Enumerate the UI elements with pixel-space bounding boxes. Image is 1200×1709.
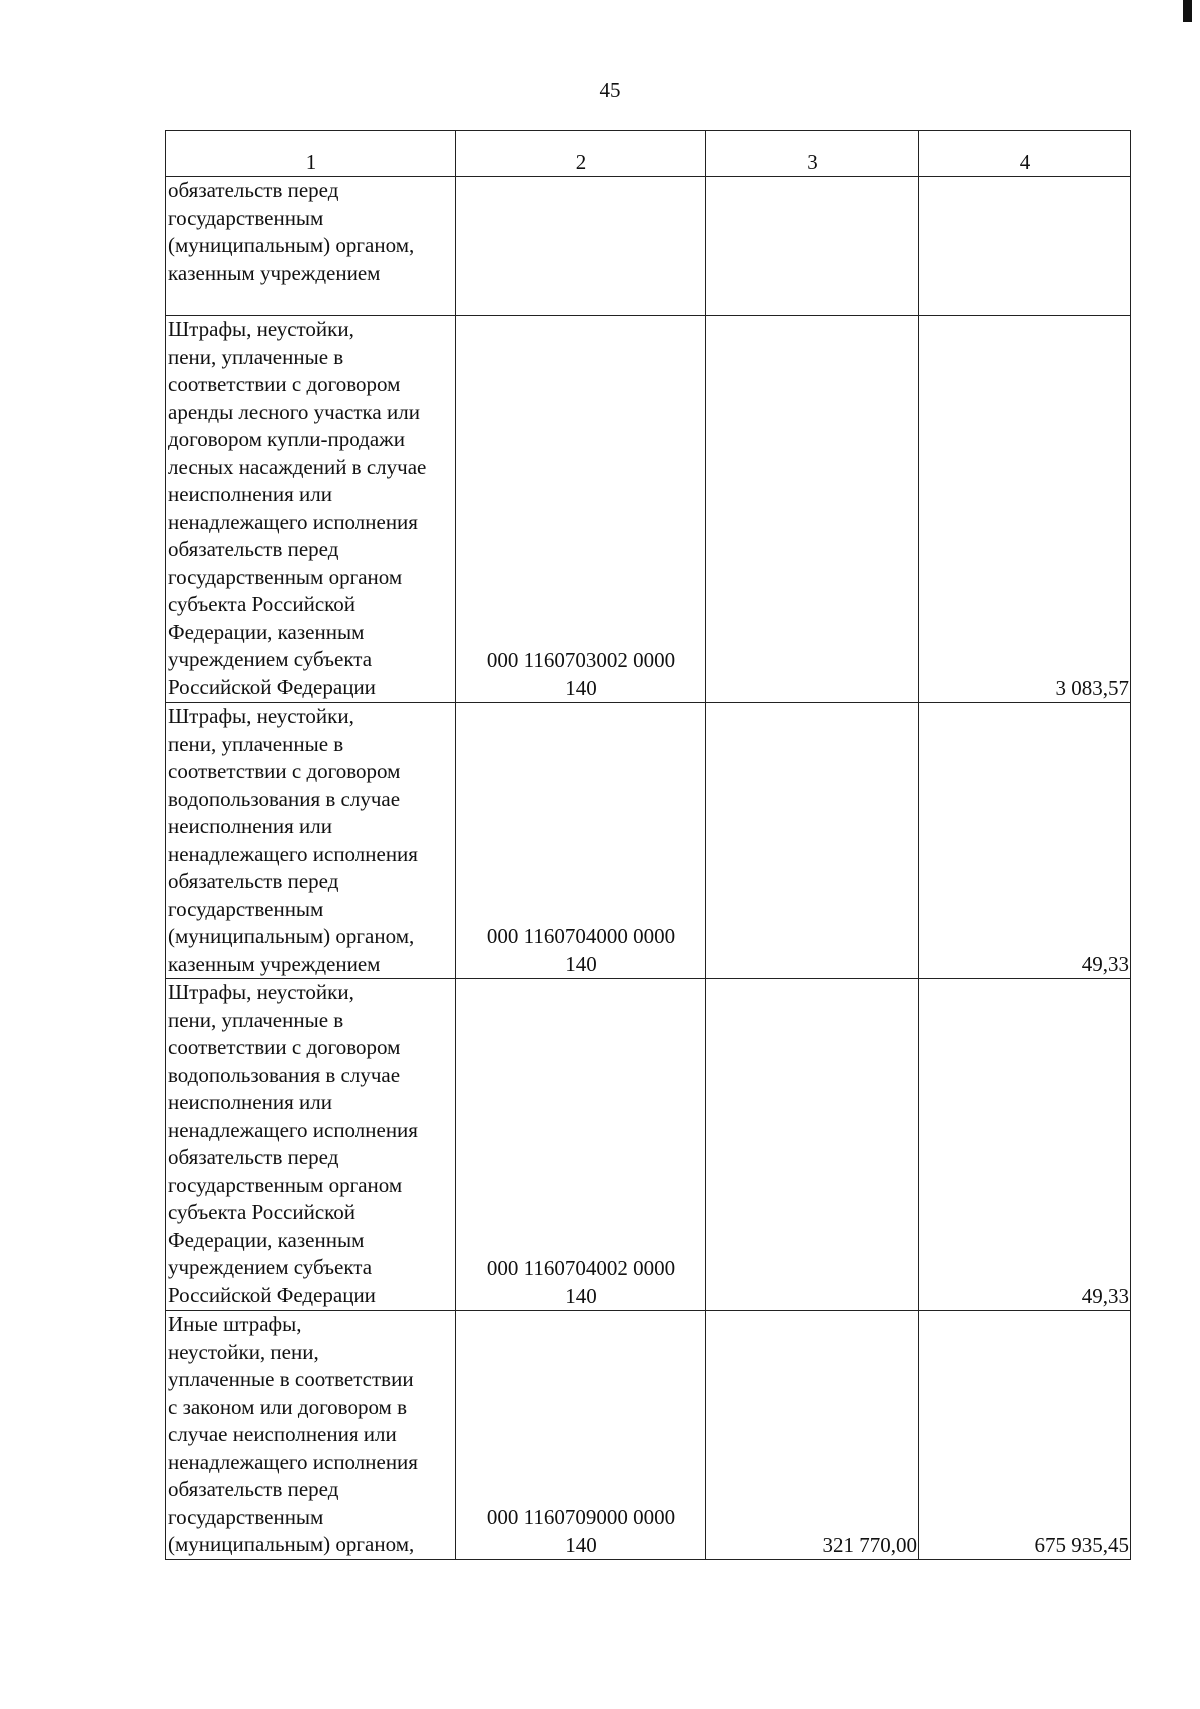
row-code: 000 1160709000 0000 140 (456, 1311, 706, 1560)
row-description (166, 1311, 456, 1560)
row-code: 000 1160704002 0000 140 (456, 979, 706, 1311)
table-header-row (166, 131, 1131, 177)
scan-corner-mark (1183, 0, 1192, 22)
table-row (166, 316, 1131, 703)
table-row (166, 177, 1131, 316)
row-value-col4: 49,33 (919, 703, 1131, 979)
row-code (456, 177, 706, 316)
row-code: 000 1160704000 0000 140 (456, 703, 706, 979)
row-description-text: обязательств перед государственным (муниципальным) органом, казенным учреждением (168, 178, 415, 285)
row-value-col4: 49,33 (919, 979, 1131, 1311)
row-value-col3: 321 770,00 (706, 1311, 919, 1560)
column-header-3: 3 (706, 131, 919, 177)
row-value-col3 (706, 177, 919, 316)
column-header-4: 4 (919, 131, 1131, 177)
table-row (166, 979, 1131, 1311)
row-value-col4: 3 083,57 (919, 316, 1131, 703)
row-description-text: Штрафы, неустойки, пени, уплаченные в соответствии с договором аренды лесного участка или договором купли-продажи лесных насаждений в случае неисполнения или ненадлежащего исполнения обязательств перед государственным органом субъекта Российской Федерации, казенным учреждением субъекта Российской Федерации (168, 317, 427, 699)
column-header-1: 1 (166, 131, 456, 177)
row-description (166, 177, 456, 316)
page-number: 45 (599, 78, 621, 102)
row-description (166, 703, 456, 979)
row-value-col3 (706, 979, 919, 1311)
row-description (166, 979, 456, 1311)
row-description-text: Штрафы, неустойки, пени, уплаченные в соответствии с договором водопользования в случае неисполнения или ненадлежащего исполнения обязательств перед государственным (муниципальным) органом, казенным учреждением (168, 704, 418, 976)
row-description (166, 316, 456, 703)
column-header-2: 2 (456, 131, 706, 177)
row-value-col4: 675 935,45 (919, 1311, 1131, 1560)
row-value-col3 (706, 316, 919, 703)
row-code: 000 1160703002 0000 140 (456, 316, 706, 703)
row-description-text: Штрафы, неустойки, пени, уплаченные в соответствии с договором водопользования в случае неисполнения или ненадлежащего исполнения обязательств перед государственным органом субъекта Российской Федерации, казенным учреждением субъекта Российской Федерации (168, 980, 418, 1307)
table-row (166, 703, 1131, 979)
row-description-text: Иные штрафы, неустойки, пени, уплаченные в соответствии с законом или договором в случае неисполнения или ненадлежащего исполнения обязательств перед государственным (муниципальным) органом, (168, 1312, 418, 1556)
row-value-col4 (919, 177, 1131, 316)
budget-income-table (165, 130, 1131, 1560)
row-value-col3 (706, 703, 919, 979)
table-row (166, 1311, 1131, 1560)
